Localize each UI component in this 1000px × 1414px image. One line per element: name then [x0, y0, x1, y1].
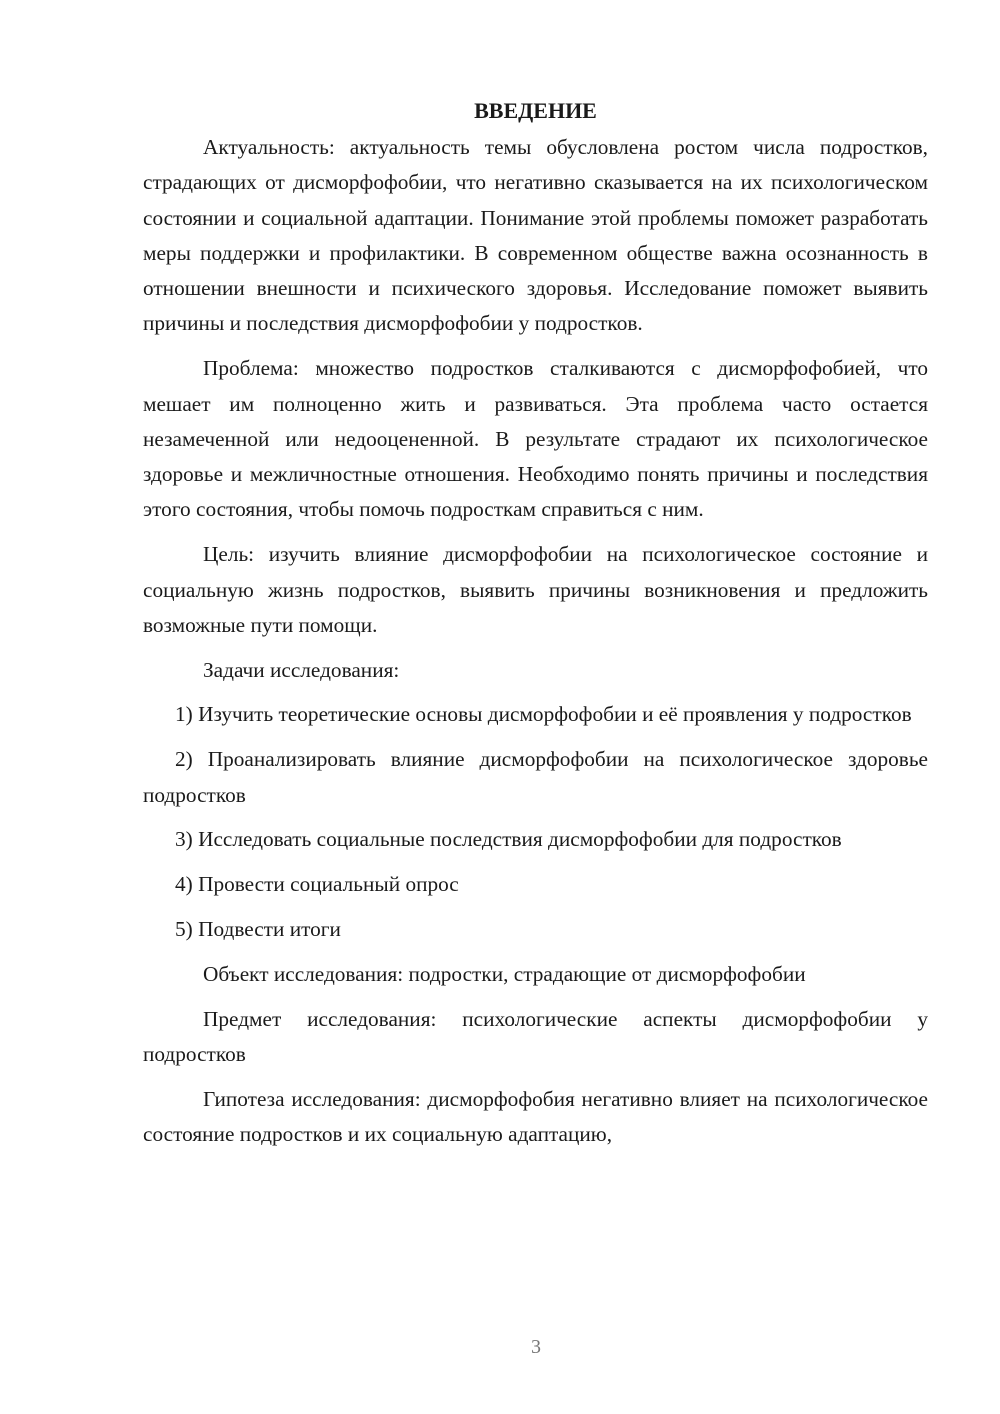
- task-item: 3) Исследовать социальные последствия дисморфофобии для подростков: [175, 827, 842, 852]
- object-paragraph: Объект исследования: подростки, страдающие от дисморфофобии: [203, 961, 806, 986]
- page-content: [143, 96, 928, 1162]
- page-number: 3: [531, 1336, 541, 1358]
- task-item: 1) Изучить теоретические основы дисморфофобии и её проявления у подростков: [175, 702, 912, 727]
- section-title: ВВЕДЕНИЕ: [474, 98, 597, 123]
- relevance-paragraph: Актуальность: актуальность темы обусловлена ростом числа подростков, страдающих от дисморфофобии, что негативно сказывается на их психологическом состоянии и социальной адаптации. Понимание этой проблемы поможет разработать меры поддержки и профилактики. В современном обществе важна осознанность в отношении внешности и психического здоровья. Исследование поможет выявить причины и последствия дисморфофобии у подростков.: [143, 135, 928, 336]
- task-item: 2) Проанализировать влияние дисморфофобии на психологическое здоровье подростков: [143, 747, 928, 807]
- task-item: 5) Подвести итоги: [175, 916, 341, 941]
- hypothesis-paragraph: Гипотеза исследования: дисморфофобия негативно влияет на психологическое состояние подростков и их социальную адаптацию,: [143, 1086, 928, 1146]
- subject-paragraph: Предмет исследования: психологические аспекты дисморфофобии у подростков: [143, 1006, 928, 1066]
- task-item: 4) Провести социальный опрос: [175, 872, 459, 897]
- tasks-heading: Задачи исследования:: [203, 657, 400, 682]
- goal-paragraph: Цель: изучить влияние дисморфофобии на психологическое состояние и социальную жизнь подростков, выявить причины возникновения и предложить возможные пути помощи.: [143, 542, 928, 637]
- problem-paragraph: Проблема: множество подростков сталкиваются с дисморфофобией, что мешает им полноценно жить и развиваться. Эта проблема часто остается незамеченной или недооцененной. В результате страдают их психологическое здоровье и межличностные отношения. Необходимо понять причины и последствия этого состояния, чтобы помочь подросткам справиться с ним.: [143, 356, 928, 522]
